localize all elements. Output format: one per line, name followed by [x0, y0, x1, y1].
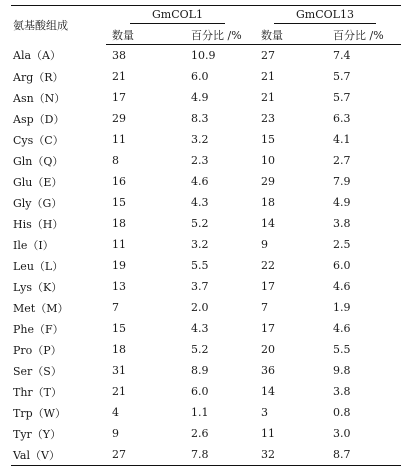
gmcol1-percent-cell: 4.3	[191, 196, 209, 209]
gmcol13-percent-cell: 7.9	[333, 175, 351, 188]
gmcol13-percent-cell: 8.7	[325, 444, 401, 466]
table-row	[11, 318, 401, 339]
gmcol1-count-cell: 4	[112, 406, 119, 419]
gmcol1-count-cell: 21	[112, 70, 126, 83]
gmcol13-percent-cell: 4.1	[333, 133, 351, 146]
col-header-percent-gmcol13: 百分比 /%	[325, 25, 401, 45]
amino-acid-cell: Val（V）	[11, 444, 106, 466]
table-row	[11, 339, 401, 360]
gmcol1-percent-cell: 6.0	[191, 385, 209, 398]
gmcol1-percent-cell: 3.7	[191, 280, 209, 293]
gmcol13-count-cell: 27	[261, 49, 275, 62]
table-row	[11, 444, 401, 466]
amino-acid-cell: Ile（I）	[13, 238, 54, 252]
table-row	[11, 192, 401, 213]
gmcol13-percent-cell: 0.8	[333, 406, 351, 419]
table-row	[11, 171, 401, 192]
gmcol1-percent-cell: 5.5	[191, 259, 209, 272]
gmcol1-count-cell: 17	[112, 91, 126, 104]
amino-acid-cell: His（H）	[13, 217, 64, 231]
gmcol13-count-cell: 20	[261, 343, 275, 356]
gmcol1-percent-cell: 7.8	[183, 444, 255, 466]
gmcol13-percent-cell: 2.7	[333, 154, 351, 167]
gmcol1-count-cell: 19	[112, 259, 126, 272]
amino-acid-cell: Gln（Q）	[13, 154, 64, 168]
gmcol13-percent-cell: 2.5	[333, 238, 351, 251]
gmcol13-percent-cell: 6.3	[333, 112, 351, 125]
table-row	[11, 108, 401, 129]
col-header-percent-gmcol1: 百分比 /%	[183, 25, 255, 45]
gmcol1-percent-cell: 2.6	[191, 427, 209, 440]
gmcol13-percent-cell: 4.6	[333, 322, 351, 335]
gmcol13-count-cell: 10	[261, 154, 275, 167]
gmcol13-count-cell: 7	[261, 301, 268, 314]
gmcol1-percent-cell: 3.2	[191, 238, 209, 251]
amino-acid-cell: Thr（T）	[13, 385, 63, 399]
gmcol1-count-cell: 29	[112, 112, 126, 125]
gmcol13-percent-cell: 6.0	[333, 259, 351, 272]
amino-acid-cell: Ala（A）	[13, 49, 61, 63]
gmcol13-count-cell: 18	[261, 196, 275, 209]
gmcol1-count-cell: 16	[112, 175, 126, 188]
table-row	[11, 150, 401, 171]
table-row	[11, 66, 401, 87]
gmcol1-count-cell: 27	[106, 444, 183, 466]
gmcol13-count-cell: 22	[261, 259, 275, 272]
gmcol1-count-cell: 8	[112, 154, 119, 167]
gmcol1-percent-cell: 1.1	[191, 406, 209, 419]
amino-acid-cell: Glu（E）	[13, 175, 63, 189]
table-row	[11, 402, 401, 423]
gmcol13-percent-cell: 3.0	[333, 427, 351, 440]
gmcol1-percent-cell: 3.2	[191, 133, 209, 146]
amino-acid-cell: Asn（N）	[13, 91, 66, 105]
table-row	[11, 234, 401, 255]
amino-acid-composition-table	[11, 5, 401, 466]
col-header-count-gmcol1: 数量	[106, 25, 183, 45]
amino-acid-cell: Gly（G）	[13, 196, 63, 210]
table-body	[11, 45, 401, 466]
gmcol1-percent-cell: 8.3	[191, 112, 209, 125]
gmcol13-count-cell: 15	[261, 133, 275, 146]
gmcol1-percent-cell: 6.0	[191, 70, 209, 83]
gmcol1-count-cell: 13	[112, 280, 126, 293]
gmcol1-count-cell: 11	[112, 133, 126, 146]
gmcol13-count-cell: 9	[261, 238, 268, 251]
gmcol1-count-cell: 7	[112, 301, 119, 314]
amino-acid-cell: Pro（P）	[13, 343, 62, 357]
amino-acid-cell: Cys（C）	[13, 133, 64, 147]
gmcol13-percent-cell: 4.9	[333, 196, 351, 209]
header-row-groups	[11, 6, 401, 26]
amino-acid-cell: Lys（K）	[13, 280, 63, 294]
group-header-gmcol1	[106, 6, 255, 26]
table-row	[11, 45, 401, 67]
gmcol13-count-cell: 17	[261, 280, 275, 293]
gmcol1-percent-cell: 4.6	[191, 175, 209, 188]
gmcol1-percent-cell: 10.9	[191, 49, 216, 62]
table-row	[11, 297, 401, 318]
gmcol1-percent-cell: 8.9	[191, 364, 209, 377]
group-header-gmcol13	[255, 6, 401, 26]
gmcol1-count-cell: 9	[112, 427, 119, 440]
gmcol1-count-cell: 38	[112, 49, 126, 62]
gmcol1-count-cell: 15	[112, 322, 126, 335]
amino-acid-cell: Phe（F）	[13, 322, 64, 336]
gmcol13-count-cell: 17	[261, 322, 275, 335]
gmcol1-count-cell: 31	[112, 364, 126, 377]
gmcol1-count-cell: 15	[112, 196, 126, 209]
amino-acid-cell: Met（M）	[13, 301, 69, 315]
amino-acid-cell: Asp（D）	[13, 112, 65, 126]
row-header-amino-acid: 氨基酸组成	[11, 6, 106, 45]
gmcol1-count-cell: 18	[112, 343, 126, 356]
gmcol1-count-cell: 11	[112, 238, 126, 251]
gmcol13-count-cell: 3	[261, 406, 268, 419]
gmcol13-count-cell: 14	[261, 385, 275, 398]
table-row	[11, 423, 401, 444]
gmcol13-count-cell: 11	[261, 427, 275, 440]
amino-acid-cell: Ser（S）	[13, 364, 62, 378]
amino-acid-cell: Tyr（Y）	[13, 427, 62, 441]
gmcol13-percent-cell: 7.4	[333, 49, 351, 62]
gmcol13-count-cell: 23	[261, 112, 275, 125]
gmcol13-count-cell: 32	[255, 444, 325, 466]
gmcol1-percent-cell: 4.3	[191, 322, 209, 335]
amino-acid-cell: Arg（R）	[13, 70, 64, 84]
gmcol13-percent-cell: 9.8	[333, 364, 351, 377]
table-row	[11, 87, 401, 108]
gmcol1-count-cell: 21	[112, 385, 126, 398]
gmcol13-count-cell: 14	[261, 217, 275, 230]
table-row	[11, 381, 401, 402]
gmcol1-percent-cell: 5.2	[191, 217, 209, 230]
gmcol13-count-cell: 21	[261, 70, 275, 83]
gmcol13-percent-cell: 5.5	[333, 343, 351, 356]
table-row	[11, 360, 401, 381]
gmcol13-percent-cell: 3.8	[333, 385, 351, 398]
gmcol1-percent-cell: 2.0	[191, 301, 209, 314]
amino-acid-cell: Trp（W）	[13, 406, 66, 420]
table-row	[11, 129, 401, 150]
table-row	[11, 255, 401, 276]
gmcol13-percent-cell: 3.8	[333, 217, 351, 230]
gmcol13-percent-cell: 5.7	[333, 91, 351, 104]
table-row	[11, 213, 401, 234]
gmcol1-count-cell: 18	[112, 217, 126, 230]
gmcol13-count-cell: 36	[261, 364, 275, 377]
gmcol13-percent-cell: 1.9	[333, 301, 351, 314]
gmcol1-percent-cell: 5.2	[191, 343, 209, 356]
amino-acid-cell: Leu（L）	[13, 259, 64, 273]
gmcol13-percent-cell: 4.6	[333, 280, 351, 293]
group-label-gmcol13: GmCOL13	[274, 8, 376, 24]
gmcol1-percent-cell: 2.3	[191, 154, 209, 167]
gmcol13-count-cell: 29	[261, 175, 275, 188]
col-header-count-gmcol13: 数量	[255, 25, 325, 45]
gmcol13-percent-cell: 5.7	[333, 70, 351, 83]
group-label-gmcol1: GmCOL1	[130, 8, 225, 24]
table-row	[11, 276, 401, 297]
gmcol1-percent-cell: 4.9	[191, 91, 209, 104]
gmcol13-count-cell: 21	[261, 91, 275, 104]
